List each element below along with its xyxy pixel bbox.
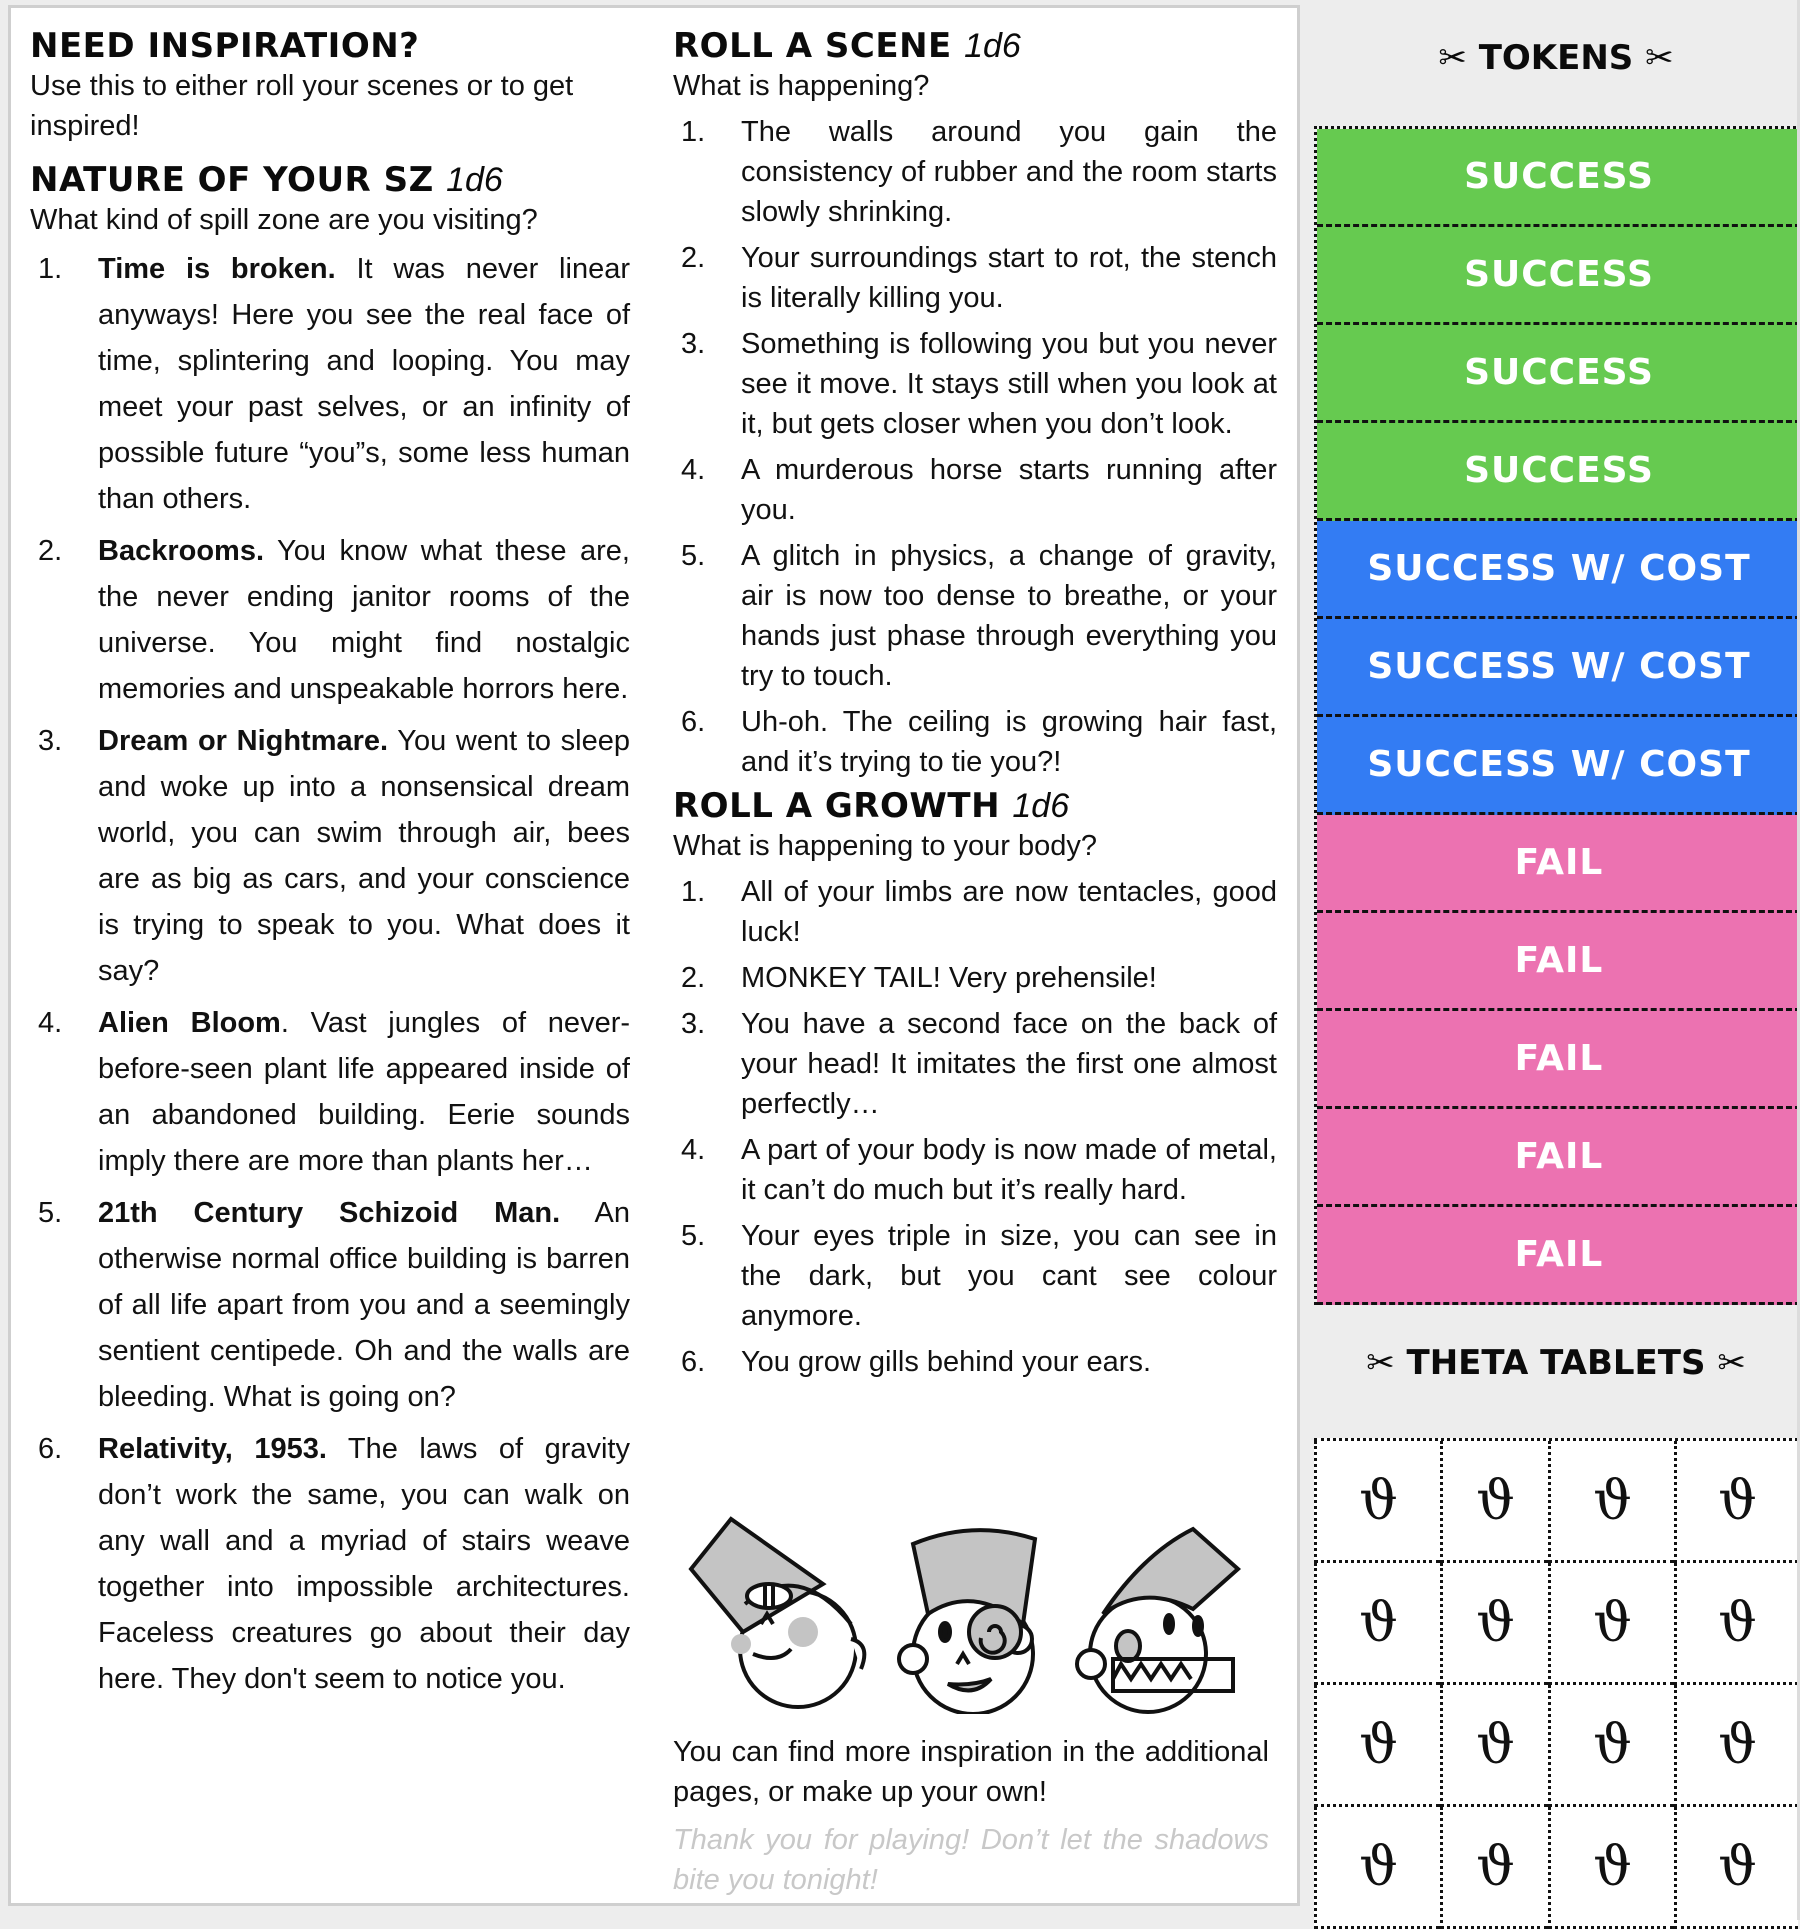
item-text: Uh-oh. The ceiling is growing hair fast, and it’s trying to tie you?! <box>741 706 1277 778</box>
item-number: 6. <box>681 1346 706 1378</box>
token-cost[interactable]: SUCCESS W/ COST <box>1317 619 1800 717</box>
dice-label: 1d6 <box>1012 787 1070 825</box>
theta-title: ✂ THETA TABLETS ✂ <box>1366 1343 1746 1383</box>
growth-list <box>673 872 1277 1382</box>
list-item <box>30 246 630 522</box>
list-item <box>673 702 1277 782</box>
item-text: All of your limbs are now tentacles, good luck! <box>741 876 1277 948</box>
theta-tablet-icon[interactable]: ϑ <box>1314 1807 1440 1929</box>
item-text: You grow gills behind your ears. <box>741 1346 1152 1378</box>
scissors-icon: ✂ <box>1717 1343 1746 1383</box>
theta-tablet-icon[interactable]: ϑ <box>1548 1807 1674 1929</box>
theta-tablet-icon[interactable]: ϑ <box>1548 1685 1674 1807</box>
theta-tablet-icon[interactable]: ϑ <box>1314 1441 1440 1563</box>
item-text: You know what these are, the never ending janitor rooms of the universe. You might find nostalgic memories and unspeakable horrors here. <box>98 535 630 705</box>
token-cost[interactable]: SUCCESS W/ COST <box>1317 717 1800 815</box>
theta-tablet-icon[interactable]: ϑ <box>1314 1685 1440 1807</box>
list-item <box>673 450 1277 530</box>
token-success[interactable]: SUCCESS <box>1317 227 1800 325</box>
nature-question: What kind of spill zone are you visiting? <box>30 204 538 236</box>
scissors-icon: ✂ <box>1438 38 1467 78</box>
outro-text: You can find more inspiration in the additional pages, or make up your own! <box>673 1736 1269 1808</box>
scene-heading: ROLL A SCENE 1d6 <box>673 26 1021 66</box>
item-number: 1. <box>681 116 706 148</box>
list-item <box>30 528 630 712</box>
theta-tablet-icon[interactable]: ϑ <box>1440 1685 1548 1807</box>
item-number: 6. <box>38 1433 63 1465</box>
tokens-panel <box>1314 0 1800 1920</box>
list-item <box>673 536 1277 696</box>
spiral-eye-face-icon <box>899 1530 1035 1714</box>
list-item <box>673 1342 1277 1382</box>
item-number: 2. <box>681 242 706 274</box>
theta-tablet-icon[interactable]: ϑ <box>1548 1563 1674 1685</box>
scene-list <box>673 112 1277 782</box>
item-text: Your eyes triple in size, you can see in the dark, but you cant see colour anymore. <box>741 1220 1277 1332</box>
token-fail[interactable]: FAIL <box>1317 1207 1800 1305</box>
item-title: Dream or Nightmare. <box>98 725 389 757</box>
item-number: 6. <box>681 706 706 738</box>
item-number: 5. <box>38 1197 63 1229</box>
item-number: 5. <box>681 1220 706 1252</box>
item-text: . Vast jungles of never-before-seen plant life appeared inside of an abandoned building. Eerie sounds imply there are more than plants her… <box>98 1007 631 1177</box>
token-fail[interactable]: FAIL <box>1317 913 1800 1011</box>
nature-list <box>30 246 630 1702</box>
growth-question: What is happening to your body? <box>673 830 1097 862</box>
list-item <box>30 1190 630 1420</box>
scene-question: What is happening? <box>673 70 930 102</box>
list-item <box>673 112 1277 232</box>
list-item <box>673 238 1277 318</box>
list-item <box>673 324 1277 444</box>
dice-label: 1d6 <box>446 161 503 199</box>
item-number: 1. <box>38 253 63 285</box>
item-number: 5. <box>681 540 706 572</box>
theta-tablet-icon[interactable]: ϑ <box>1440 1563 1548 1685</box>
item-text: The laws of gravity don’t work the same, you can walk on any wall and a myriad of stairs weave together into impossible architectures. Faceless creatures go about their day here. They don't seem to notice you. <box>98 1433 630 1695</box>
list-item <box>30 718 630 994</box>
token-fail[interactable]: FAIL <box>1317 1109 1800 1207</box>
theta-tablet-icon[interactable]: ϑ <box>1440 1807 1548 1929</box>
growth-heading: ROLL A GROWTH 1d6 <box>673 786 1070 826</box>
theta-tablet-icon[interactable]: ϑ <box>1548 1441 1674 1563</box>
scissors-icon: ✂ <box>1366 1343 1395 1383</box>
item-number: 3. <box>38 725 63 757</box>
item-text: You went to sleep and woke up into a nonsensical dream world, you can swim through air, bees are as big as cars, and your conscience is trying to speak to you. What does it say? <box>98 725 631 987</box>
item-text: A murderous horse starts running after you. <box>741 454 1277 526</box>
tokens-title: ✂ TOKENS ✂ <box>1438 38 1674 78</box>
token-cost[interactable]: SUCCESS W/ COST <box>1317 521 1800 619</box>
item-title: Backrooms. <box>98 535 265 567</box>
theta-tablet-icon[interactable]: ϑ <box>1674 1807 1798 1929</box>
thanks-text: Thank you for playing! Don’t let the shadows bite you tonight! <box>673 1824 1269 1896</box>
list-item <box>30 1426 630 1702</box>
nature-heading: NATURE OF YOUR SZ 1d6 <box>30 160 503 200</box>
scene-growth-column <box>673 8 1277 1896</box>
cyclops-face-icon <box>691 1519 864 1707</box>
nature-column <box>30 8 630 1702</box>
item-text: Your surroundings start to rot, the stench is literally killing you. <box>741 242 1277 314</box>
item-text: A glitch in physics, a change of gravity, air is now too dense to breathe, or your hands just phase through everything you try to touch. <box>741 540 1277 692</box>
item-number: 4. <box>38 1007 63 1039</box>
rules-page <box>8 5 1300 1906</box>
item-title: Time is broken. <box>98 253 336 285</box>
token-fail[interactable]: FAIL <box>1317 1011 1800 1109</box>
item-text: Something is following you but you never see it move. It stays still when you look at it, but gets closer when you don’t look. <box>741 328 1277 440</box>
item-text: You have a second face on the back of your head! It imitates the first one almost perfectly… <box>741 1008 1277 1120</box>
item-title: Relativity, 1953. <box>98 1433 327 1465</box>
item-text: An otherwise normal office building is barren of all life apart from you and a seemingly sentient centipede. Oh and the walls are bleeding. What is going on? <box>98 1197 630 1413</box>
theta-tablet-icon[interactable]: ϑ <box>1674 1563 1798 1685</box>
list-item <box>673 1130 1277 1210</box>
intro-text: Use this to either roll your scenes or to get inspired! <box>30 70 574 142</box>
list-item <box>673 1216 1277 1336</box>
item-number: 2. <box>681 962 706 994</box>
item-title: Alien Bloom <box>98 1007 281 1039</box>
token-fail[interactable]: FAIL <box>1317 815 1800 913</box>
item-title: 21th Century Schizoid Man. <box>98 1197 561 1229</box>
item-number: 4. <box>681 454 706 486</box>
item-text: MONKEY TAIL! Very prehensile! <box>741 962 1157 994</box>
theta-tablet-icon[interactable]: ϑ <box>1440 1441 1548 1563</box>
theta-tablet-grid <box>1314 1438 1798 1929</box>
dice-label: 1d6 <box>964 27 1021 65</box>
item-text: A part of your body is now made of metal, it can’t do much but it’s really hard. <box>741 1134 1277 1206</box>
zipper-face-icon <box>1077 1529 1238 1712</box>
list-item <box>673 1004 1277 1124</box>
item-number: 4. <box>681 1134 706 1166</box>
item-number: 2. <box>38 535 63 567</box>
list-item <box>673 958 1277 998</box>
scissors-icon: ✂ <box>1645 38 1674 78</box>
token-success[interactable]: SUCCESS <box>1317 129 1800 227</box>
theta-tablet-icon[interactable]: ϑ <box>1314 1563 1440 1685</box>
token-success[interactable]: SUCCESS <box>1317 325 1800 423</box>
item-text: It was never linear anyways! Here you see the real face of time, splintering and looping. You may meet your past selves, or an infinity of possible future “you”s, some less human than others. <box>98 253 630 515</box>
item-number: 3. <box>681 328 706 360</box>
theta-tablet-icon[interactable]: ϑ <box>1674 1441 1798 1563</box>
token-stack <box>1314 126 1800 1305</box>
item-number: 3. <box>681 1008 706 1040</box>
list-item <box>673 872 1277 952</box>
character-illustrations <box>673 1514 1273 1714</box>
list-item <box>30 1000 630 1184</box>
page-title: NEED INSPIRATION? <box>30 26 420 66</box>
token-success[interactable]: SUCCESS <box>1317 423 1800 521</box>
item-text: The walls around you gain the consistency of rubber and the room starts slowly shrinking. <box>741 116 1277 228</box>
theta-tablet-icon[interactable]: ϑ <box>1674 1685 1798 1807</box>
item-number: 1. <box>681 876 706 908</box>
